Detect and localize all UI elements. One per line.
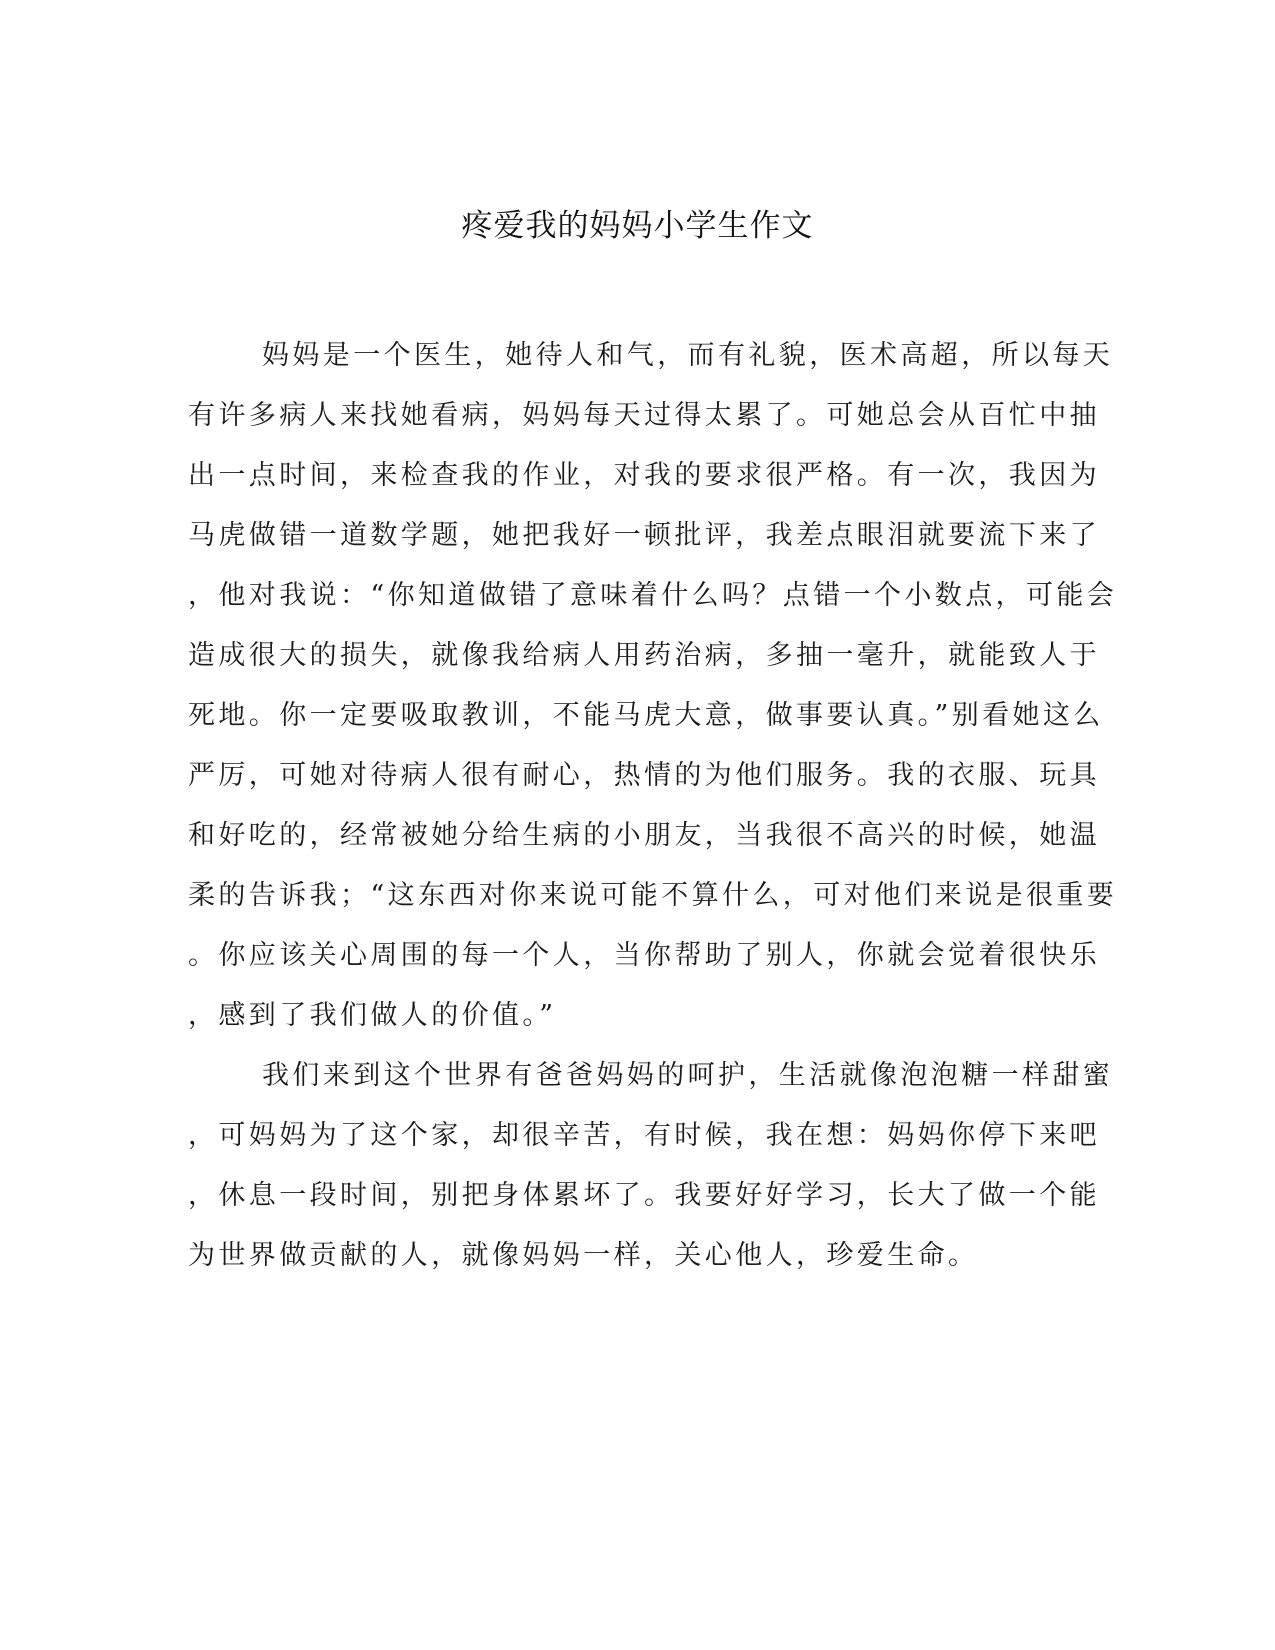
- document-title: 疼爱我的妈妈小学生作文: [461, 208, 814, 244]
- paragraph-line: 柔的告诉我；“这东西对你来说可能不算什么，可对他们来说是很重要: [188, 880, 1118, 911]
- paragraph-line: 有许多病人来找她看病，妈妈每天过得太累了。可她总会从百忙中抽: [188, 400, 1100, 431]
- paragraph-line: 造成很大的损失，就像我给病人用药治病，多抽一毫升，就能致人于: [188, 640, 1100, 671]
- paragraph-line: 严厉，可她对待病人很有耐心，热情的为他们服务。我的衣服、玩具: [188, 760, 1100, 791]
- paragraph-line: 。你应该关心周围的每一个人，当你帮助了别人，你就会觉着很快乐: [188, 940, 1100, 971]
- paragraph-line: 我们来到这个世界有爸爸妈妈的呵护，生活就像泡泡糖一样甜蜜: [262, 1060, 1114, 1091]
- paragraph-line: ，休息一段时间，别把身体累坏了。我要好好学习，长大了做一个能: [188, 1180, 1100, 1211]
- paragraph-line: 马虎做错一道数学题，她把我好一顿批评，我差点眼泪就要流下来了: [188, 520, 1100, 551]
- paragraph-line: ，可妈妈为了这个家，却很辛苦，有时候，我在想：妈妈你停下来吧: [188, 1120, 1100, 1151]
- paragraph-line: 死地。你一定要吸取教训，不能马虎大意，做事要认真。”别看她这么: [188, 700, 1104, 731]
- paragraph-line: 为世界做贡献的人，就像妈妈一样，关心他人，珍爱生命。: [188, 1240, 979, 1271]
- paragraph-line: ，感到了我们做人的价值。”: [188, 1000, 557, 1031]
- paragraph-line: 妈妈是一个医生，她待人和气，而有礼貌，医术高超，所以每天: [262, 340, 1114, 371]
- document-body: [188, 326, 1118, 1286]
- paragraph-1: [188, 326, 1118, 1046]
- paragraph-line: 和好吃的，经常被她分给生病的小朋友，当我很不高兴的时候，她温: [188, 820, 1100, 851]
- paragraph-2: [188, 1046, 1114, 1286]
- paragraph-line: 出一点时间，来检查我的作业，对我的要求很严格。有一次，我因为: [188, 460, 1100, 491]
- paragraph-line: ，他对我说：“你知道做错了意味着什么吗？点错一个小数点，可能会: [188, 580, 1118, 611]
